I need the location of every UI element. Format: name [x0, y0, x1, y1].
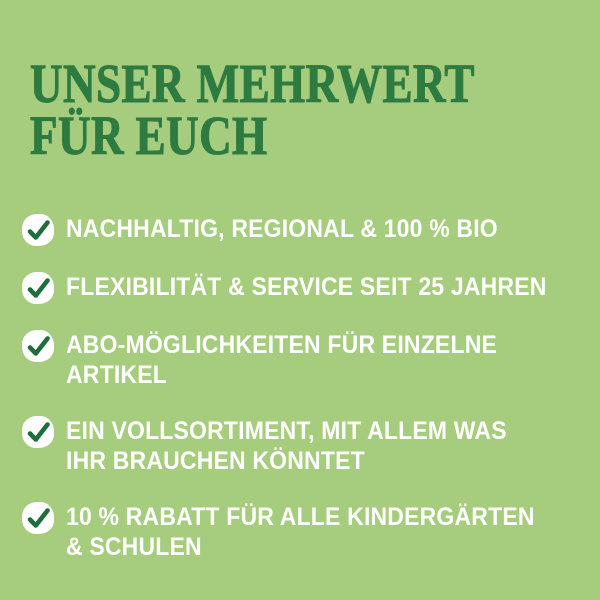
checkmark-icon — [22, 214, 54, 246]
page-title-line-2: FÜR EUCH — [30, 105, 268, 166]
list-item-text-line: ABO-MÖGLICHKEITEN FÜR EINZELNE — [66, 331, 498, 359]
page-title-line-1: UNSER MEHRWERT — [30, 53, 475, 114]
checkmark-icon — [22, 272, 54, 304]
list-item — [22, 330, 580, 390]
list-item-text — [66, 272, 547, 302]
list-item-text-line: EIN VOLLSORTIMENT, MIT ALLEM WAS — [66, 417, 507, 445]
page-title — [30, 53, 580, 166]
list-item — [22, 214, 580, 246]
list-item — [22, 272, 580, 304]
checkmark-icon — [22, 502, 54, 534]
list-item — [22, 416, 580, 476]
list-item-text — [66, 214, 498, 244]
list-item-text-line: & SCHULEN — [66, 533, 202, 561]
benefits-list — [22, 214, 580, 562]
list-item-text-line: NACHHALTIG, REGIONAL & 100 % BIO — [66, 215, 498, 243]
list-item-text-line: 10 % RABATT FÜR ALLE KINDERGÄRTEN — [66, 503, 535, 531]
checkmark-icon — [22, 330, 54, 362]
list-item-text — [66, 416, 507, 476]
list-item — [22, 502, 580, 562]
list-item-text-line: FLEXIBILITÄT & SERVICE SEIT 25 JAHREN — [66, 273, 547, 301]
checkmark-icon — [22, 416, 54, 448]
list-item-text-line: IHR BRAUCHEN KÖNNTET — [66, 447, 365, 475]
list-item-text — [66, 330, 497, 390]
list-item-text — [66, 502, 535, 562]
list-item-text-line: ARTIKEL — [66, 361, 167, 389]
